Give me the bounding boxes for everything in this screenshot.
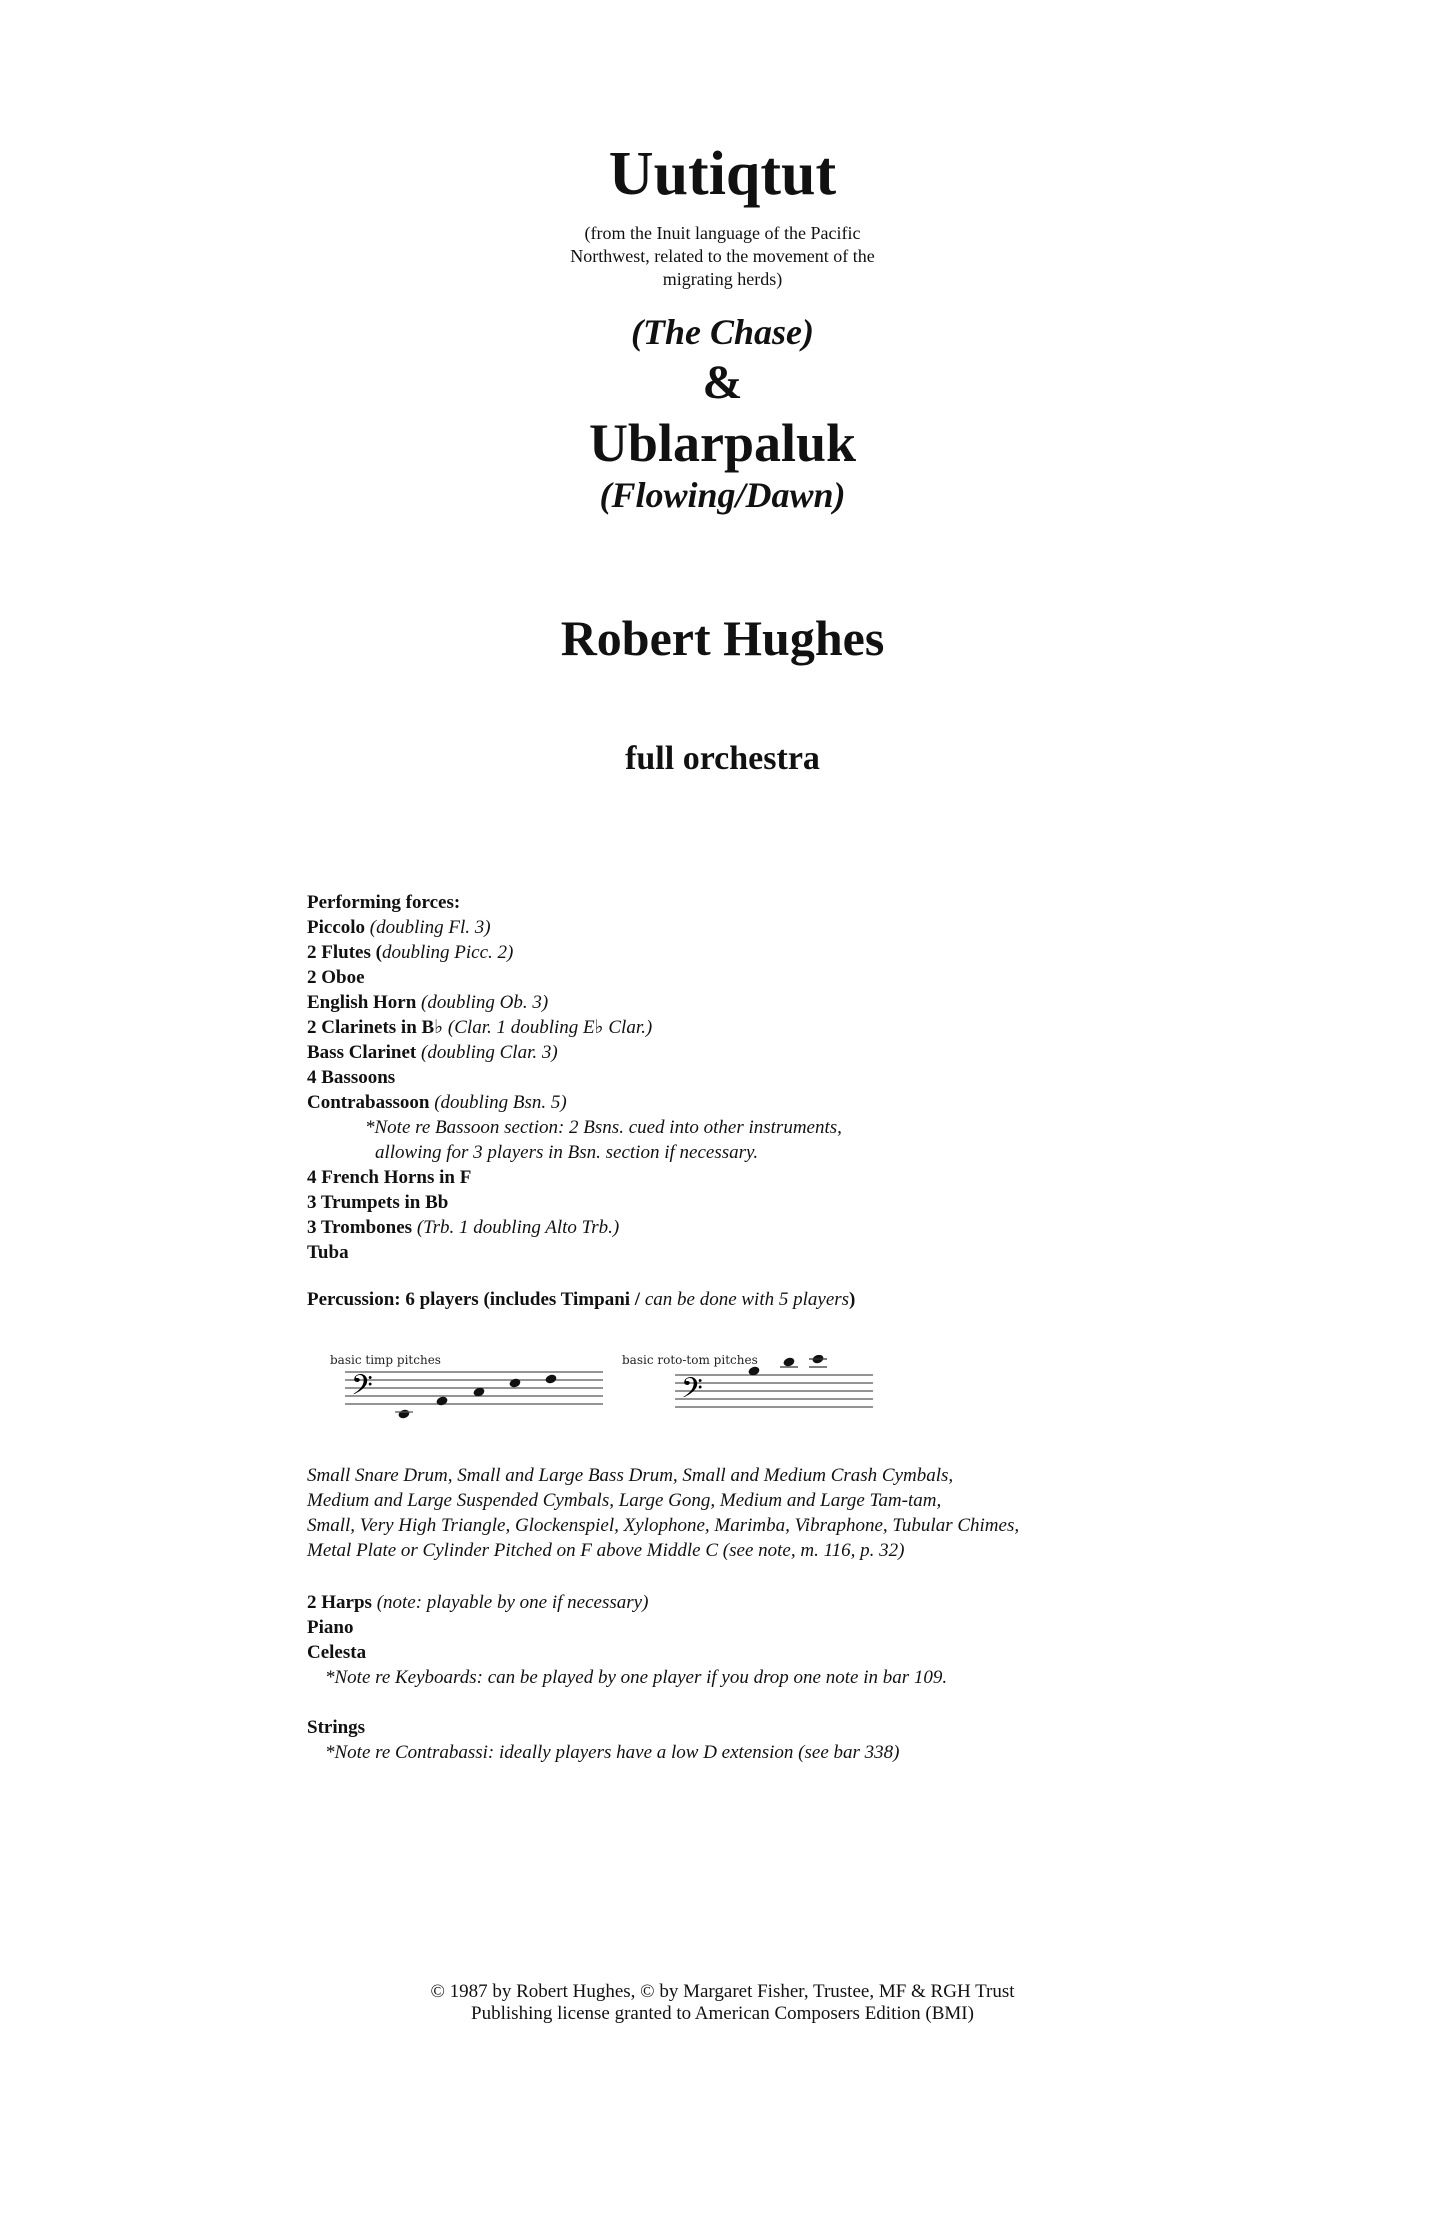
instrument-row — [307, 1015, 842, 1040]
instrument-row — [307, 1615, 947, 1640]
bass-clef-icon: 𝄢 — [681, 1372, 703, 1412]
strings-section — [307, 1715, 899, 1765]
ensemble-label: full orchestra — [625, 740, 820, 777]
bassoon-note-text: allowing for 3 players in Bsn. section if necessary. — [375, 1142, 759, 1163]
instrument-row — [307, 1215, 842, 1240]
percussion-heading-bold: Percussion: 6 players (includes Timpani / — [307, 1289, 645, 1310]
instrument-name: 2 Oboe — [307, 967, 365, 988]
title-translation-note — [0, 222, 1445, 291]
instrument-name: Strings — [307, 1717, 366, 1738]
copyright-notice — [0, 1981, 1445, 2025]
keyboards-note — [307, 1665, 947, 1690]
translation-note-line: (from the Inuit language of the Pacific — [584, 223, 861, 243]
instrument-name: 4 Bassoons — [307, 1067, 396, 1088]
instrument-row — [307, 1240, 842, 1265]
instrument-row — [307, 940, 842, 965]
forces-heading: Performing forces: — [307, 892, 461, 913]
keyboards-section — [307, 1590, 947, 1690]
instrument-note: (doubling Ob. 3) — [416, 992, 549, 1013]
instrument-name: Celesta — [307, 1642, 367, 1663]
timpani-pitches-staff — [345, 1370, 605, 1430]
instrument-name: Tuba — [307, 1242, 349, 1263]
publishing-line: Publishing license granted to American Composers Edition (BMI) — [471, 2003, 974, 2024]
instrument-row — [307, 915, 842, 940]
instrument-row — [307, 1190, 842, 1215]
copyright-line: © 1987 by Robert Hughes, © by Margaret Fisher, Trustee, MF & RGH Trust — [430, 1981, 1015, 2002]
instrument-name: Bass Clarinet — [307, 1042, 417, 1063]
percussion-line: Medium and Large Suspended Cymbals, Large Gong, Medium and Large Tam-tam, — [307, 1490, 942, 1511]
instrument-row — [307, 1640, 947, 1665]
translation-note-line: Northwest, related to the movement of the — [570, 246, 875, 266]
second-work-subtitle: (Flowing/Dawn) — [599, 475, 846, 515]
instrument-row — [307, 1715, 899, 1740]
strings-note — [307, 1740, 899, 1765]
instrument-name: Piano — [307, 1617, 354, 1638]
strings-note-text: *Note re Contrabassi: ideally players have a low D extension (see bar 338) — [325, 1742, 900, 1763]
percussion-line: Small Snare Drum, Small and Large Bass Drum, Small and Medium Crash Cymbals, — [307, 1465, 954, 1486]
work-title: Uutiqtut — [608, 140, 837, 208]
instrument-name: 2 Harps — [307, 1592, 372, 1613]
percussion-instrument-list — [307, 1463, 1019, 1563]
translation-note-line: migrating herds) — [662, 269, 783, 289]
instrument-row — [307, 1065, 842, 1090]
instrument-name: Piccolo — [307, 917, 366, 938]
percussion-line: Small, Very High Triangle, Glockenspiel, Xylophone, Marimba, Vibraphone, Tubular Chimes, — [307, 1515, 1020, 1536]
title-conjunction: & — [702, 356, 743, 409]
instrument-name: 2 Clarinets in B♭ — [307, 1017, 444, 1038]
instrument-row — [307, 965, 842, 990]
instrument-note: (doubling Clar. 3) — [416, 1042, 558, 1063]
performing-forces — [307, 890, 842, 1265]
instrument-row — [307, 1590, 947, 1615]
percussion-heading-italic: can be done with 5 players — [644, 1289, 850, 1310]
instrument-name: 3 Trumpets in Bb — [307, 1192, 449, 1213]
second-work-title: Ublarpaluk — [588, 413, 857, 473]
timp-staff-label: basic timp pitches — [330, 1353, 441, 1367]
bassoon-note-line — [307, 1140, 842, 1165]
percussion-line: Metal Plate or Cylinder Pitched on F above Middle C (see note, m. 116, p. 32) — [307, 1540, 905, 1561]
bassoon-note-line — [307, 1115, 842, 1140]
instrument-note: (Trb. 1 doubling Alto Trb.) — [412, 1217, 620, 1238]
bassoon-note-text: *Note re Bassoon section: 2 Bsns. cued into other instruments, — [365, 1117, 842, 1138]
instrument-row — [307, 990, 842, 1015]
instrument-name: 4 French Horns in F — [307, 1167, 472, 1188]
instrument-note: (doubling Bsn. 5) — [429, 1092, 567, 1113]
instrument-name: Contrabassoon — [307, 1092, 430, 1113]
composer-name: Robert Hughes — [560, 610, 885, 666]
percussion-heading — [307, 1287, 855, 1312]
instrument-note: (note: playable by one if necessary) — [371, 1592, 649, 1613]
percussion-heading-close: ) — [849, 1289, 856, 1310]
instrument-note: (Clar. 1 doubling E♭ Clar.) — [443, 1017, 653, 1038]
keyboards-note-text: *Note re Keyboards: can be played by one player if you drop one note in bar 109. — [325, 1667, 948, 1688]
instrument-row — [307, 1090, 842, 1115]
instrument-name: English Horn — [307, 992, 417, 1013]
bass-clef-icon: 𝄢 — [351, 1370, 373, 1409]
instrument-name: 2 Flutes ( — [307, 942, 382, 963]
rototom-pitches-staff — [675, 1355, 875, 1435]
instrument-row — [307, 1165, 842, 1190]
instrument-row — [307, 1040, 842, 1065]
rototom-staff-label: basic roto-tom pitches — [622, 1353, 758, 1367]
instrument-name: 3 Trombones — [307, 1217, 413, 1238]
instrument-note: (doubling Fl. 3) — [365, 917, 491, 938]
instrument-note: doubling Picc. 2) — [381, 942, 514, 963]
work-subtitle: (The Chase) — [631, 312, 814, 352]
